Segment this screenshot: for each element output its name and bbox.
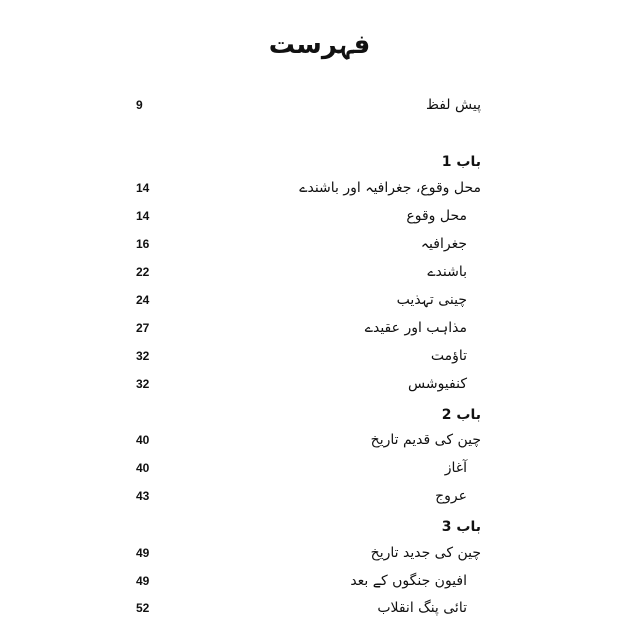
entry-label: تاؤمت <box>430 348 467 364</box>
entry-label: محل وقوع، جغرافیہ اور باشندے <box>299 180 481 196</box>
chapter-label: باب 2 <box>441 407 481 423</box>
chapter-label: باب 1 <box>441 154 481 170</box>
toc-entry <box>0 543 639 565</box>
toc-entry <box>0 430 639 452</box>
toc-entry <box>0 458 639 480</box>
entry-page-number: 9 <box>136 98 143 112</box>
toc-entry <box>0 598 639 620</box>
chapter-heading-1 <box>0 152 639 174</box>
entry-label: افیون جنگوں کے بعد <box>350 573 467 589</box>
chapter-heading-3 <box>0 517 639 539</box>
entry-page-number: 22 <box>136 265 150 279</box>
chapter-label: باب 3 <box>441 519 481 535</box>
entry-label: چین کی قدیم تاریخ <box>370 432 481 448</box>
toc-entry <box>0 290 639 312</box>
toc-entry-preface <box>0 95 639 117</box>
toc-entry <box>0 346 639 368</box>
entry-page-number: 14 <box>136 209 150 223</box>
entry-page-number: 14 <box>136 181 150 195</box>
entry-page-number: 43 <box>136 489 150 503</box>
entry-page-number: 52 <box>136 601 150 615</box>
entry-label: محل وقوع <box>406 208 467 224</box>
entry-page-number: 24 <box>136 293 150 307</box>
entry-page-number: 32 <box>136 349 150 363</box>
entry-label: پیش لفظ <box>425 97 481 113</box>
entry-label: آغاز <box>444 460 467 476</box>
entry-label: تائی پنگ انقلاب <box>377 600 467 616</box>
toc-entry <box>0 374 639 396</box>
entry-label: باشندے <box>427 264 467 280</box>
entry-label: چینی تہذیب <box>396 292 467 308</box>
entry-page-number: 27 <box>136 321 150 335</box>
entry-label: مذاہب اور عقیدے <box>364 320 467 336</box>
toc-entry <box>0 206 639 228</box>
entry-page-number: 32 <box>136 377 150 391</box>
chapter-heading-2 <box>0 405 639 427</box>
toc-entry <box>0 234 639 256</box>
entry-page-number: 49 <box>136 546 150 560</box>
toc-entry <box>0 262 639 284</box>
toc-entry <box>0 486 639 508</box>
entry-page-number: 40 <box>136 433 150 447</box>
entry-label: جغرافیہ <box>420 236 467 252</box>
entry-page-number: 16 <box>136 237 150 251</box>
entry-label: عروج <box>435 488 467 504</box>
entry-page-number: 49 <box>136 574 150 588</box>
entry-label: چین کی جدید تاریخ <box>370 545 481 561</box>
toc-entry <box>0 318 639 340</box>
entry-page-number: 40 <box>136 461 150 475</box>
toc-entry <box>0 571 639 593</box>
entry-label: کنفیوشس <box>407 376 467 392</box>
toc-entry <box>0 178 639 200</box>
page-title: فہرست <box>268 30 371 60</box>
